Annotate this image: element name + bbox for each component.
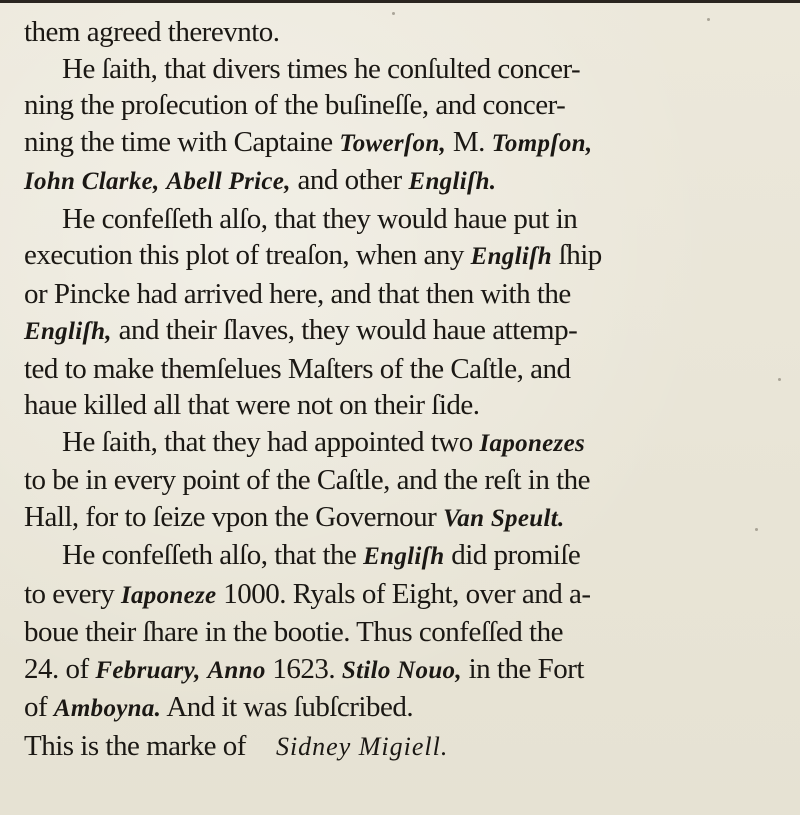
name-towerson: Towerſon, <box>339 129 447 157</box>
text-line: He ſaith, that they had appointed two Iaponezes <box>62 425 585 458</box>
word-japoneze: Iaponeze <box>120 581 217 609</box>
name-john-clarke: Iohn Clarke, <box>24 168 160 195</box>
text-line: haue killed all that were not on their ſide. <box>24 389 480 421</box>
text-line: boue their ſhare in the bootie. Thus confeſſed the <box>24 616 563 648</box>
name-tompson: Tompſon, <box>491 129 593 157</box>
text-line: them agreed therevnto. <box>24 16 280 48</box>
text-line: Iohn Clarke, Abell Price, and other Engliſh. <box>24 164 497 196</box>
text-line: He ſaith, that divers times he conſulted concer- <box>62 52 581 85</box>
signature-name: Sidney Migiell. <box>275 731 449 761</box>
text-block <box>24 14 784 765</box>
word-english: Engliſh <box>470 243 552 270</box>
word-japonezes: Iaponezes <box>479 429 585 457</box>
text-line: He confeſſeth alſo, that they would haue put in <box>62 202 578 235</box>
text-line: ning the time with Captaine Towerſon, M. Tompſon, <box>24 125 593 158</box>
text-line: of Amboyna. And it was ſubſcribed. <box>24 691 414 723</box>
name-abell-price: Abell Price, <box>166 168 291 195</box>
word-english: Engliſh <box>363 543 445 570</box>
word-stilo-nouo: Stilo Nouo, <box>341 656 462 684</box>
text-line: execution this plot of treaſon, when any Engliſh ſhip <box>24 239 602 271</box>
text-line: or Pincke had arrived here, and that then with the <box>24 277 571 310</box>
text-line: ning the proſecution of the buſineſſe, and concer- <box>24 89 566 121</box>
text-line: to every Iaponeze 1000. Ryals of Eight, over and a- <box>24 577 591 610</box>
text-line: 24. of February, Anno 1623. Stilo Nouo, in the Fort <box>24 652 584 685</box>
word-february: February, <box>95 656 201 684</box>
name-van-speult: Van Speult. <box>443 504 565 532</box>
word-anno: Anno <box>207 656 266 684</box>
text-line: Engliſh, and their ſlaves, they would haue attemp- <box>24 314 578 346</box>
word-english: Engliſh, <box>24 318 112 345</box>
top-border-rule <box>0 0 800 3</box>
text-line: Hall, for to ſeize vpon the Governour Van Speult. <box>24 500 565 533</box>
text-line: to be in every point of the Caſtle, and the reſt in the <box>24 464 591 496</box>
text-line: ted to make themſelues Maſters of the Caſtle, and <box>24 352 571 385</box>
text-line: This is the marke of Sidney Migiell. <box>24 729 449 762</box>
text-line: He confeſſeth alſo, that the Engliſh did promiſe <box>62 539 581 571</box>
word-amboyna: Amboyna. <box>53 695 162 722</box>
word-english: Engliſh. <box>408 168 497 195</box>
